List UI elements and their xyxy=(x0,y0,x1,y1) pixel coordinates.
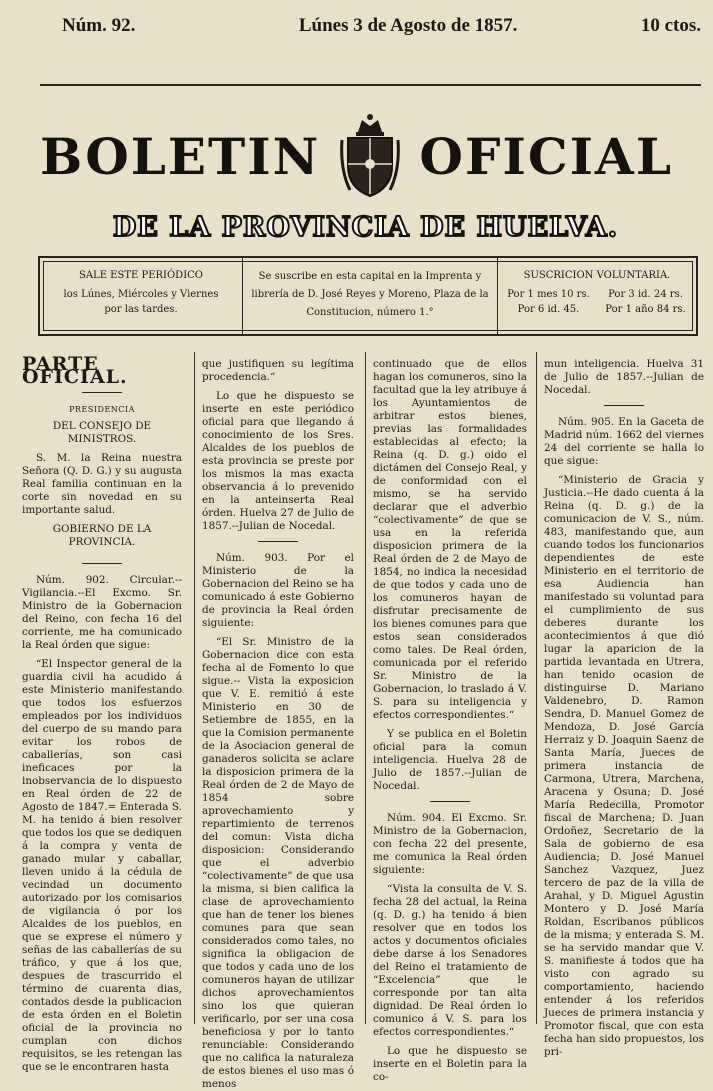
column-3 xyxy=(373,358,527,1083)
paragraph: “Ministerio de Gracia y Justicia.--He dado cuenta á la Reina (q. D. g.) de la comunicacion de V. S., núm. 483, manifestando que, aun cuando todos los funcionarios dependientes de este Ministerio en el territorio de esa Audiencia han manifestado su voluntad para el cumplimiento de sus deberes durante los acontecimientos á que dió lugar la aparicion de la partida levantada en Utrera, han tenido ocasion de distinguirse D. Mariano Valdenebro, D. Ramon Sendra, D. Manuel Gomez de Mendoza, D. José García Herraiz y D. Joaquin Saenz de Santa María, Jueces de primera instancia de Carmona, Utrera, Marchena, Aracena y Osuna; D. José María Redecilla, Promotor fiscal de Marchena; D. Juan Ordoñez, Secretario de la Sala de gobierno de esa Audiencia; D. José Manuel Sanchez Vazquez, Juez tercero de paz de la villa de Arahal, y D. Miguel Agustin Montero y D. José María Roldan, Escribanos públicos de la misma; y enterada S. M. se ha servido mandar que V. S. manifieste á todos que ha visto con agrado su comportamiento, haciendo entender á los referidos Jueces de primera instancia y Promotor fiscal, que con esta fecha han sido propuestos, los pri- xyxy=(544,474,704,1058)
schedule-days: los Lúnes, Miércoles y Viernes xyxy=(63,289,219,300)
schedule-title: SALE ESTE PERIÓDICO xyxy=(78,270,203,281)
issue-number: Núm. 92. xyxy=(62,15,136,36)
section-title: PARTE OFICIAL. xyxy=(22,353,128,388)
prices-title: SUSCRICION VOLUNTARIA. xyxy=(523,270,671,281)
issue-price: 10 ctos. xyxy=(640,15,701,36)
royal-crest-icon xyxy=(338,110,402,202)
paragraph: mun inteligencia. Huelva 31 de Julio de 1857.--Julian de Nocedal. xyxy=(544,358,704,396)
consejo-heading: DEL CONSEJO DE MINISTROS. xyxy=(52,420,152,445)
ornament-divider xyxy=(258,541,298,542)
column-divider xyxy=(536,352,537,1024)
ornament-divider xyxy=(82,392,122,393)
title-oficial: OFICIAL xyxy=(419,126,673,186)
price-6-months: Por 6 id. 45. xyxy=(517,304,580,315)
column-2 xyxy=(202,358,354,1090)
column-1 xyxy=(22,352,182,1073)
subtitle: DE LA PROVINCIA DE HUELVA. xyxy=(112,212,619,243)
presidencia-heading: PRESIDENCIA xyxy=(69,405,135,414)
publication-schedule xyxy=(40,258,242,334)
subscription-prices xyxy=(498,258,696,334)
price-3-months: Por 3 id. 24 rs. xyxy=(608,289,683,300)
ornament-divider xyxy=(82,563,122,564)
ornament-divider xyxy=(430,801,470,802)
column-4 xyxy=(544,358,704,1058)
paragraph: Lo que he dispuesto se inserte en este periódico oficial para que llegando á conocimiento de los Sres. Alcaldes de los pueblos de esta provincia se preste por los mismos la mas exacta observancia á lo prevenido en la anteinserta Real órden. Huelva 27 de Julio de 1857.--Julian de Nocedal. xyxy=(202,390,354,532)
paragraph: Núm. 904. El Excmo. Sr. Ministro de la Gobernacion, con fecha 22 del presente, me comunica la Real órden siguiente: xyxy=(373,812,527,876)
paragraph: Núm. 902. Circular.--Vigilancia.--El Excmo. Sr. Ministro de la Gobernacion del Reino, con fecha 16 del corriente, me ha comunicado la Real órden que sigue: xyxy=(22,574,182,651)
column-divider xyxy=(194,352,195,1024)
column-divider xyxy=(365,352,366,1024)
paragraph: Y se publica en el Boletin oficial para la comun inteligencia. Huelva 28 de Julio de 1857.--Julian de Nocedal. xyxy=(373,728,527,792)
issue-date: Lúnes 3 de Agosto de 1857. xyxy=(298,15,518,36)
masthead-line xyxy=(62,8,701,44)
price-1-year: Por 1 año 84 rs. xyxy=(605,304,686,315)
ornament-divider xyxy=(604,405,644,406)
gobierno-heading: GOBIERNO DE LA PROVINCIA. xyxy=(52,523,152,548)
paragraph: continuado que de ellos hagan los comuneros, sino la facultad que la ley atribuye á los Ayuntamientos de arbitrar estos bienes, previas las formalidades establecidas al efecto; la Reina (q. D. g.) oido el dictámen del Consejo Real, y de conformidad con el mismo, se ha servido declarar que el adverbio “colectivamente” de que se usa en la referida disposicion primera de la Real órden de 2 de Mayo de 1854, no indica la necesidad de que todos y cada uno de los comuneros hayan de disfrutar precisamente de los bienes comunes para que estos sean considerados como tales. De Real órden, comunicada por el referido Sr. Ministro de la Gobernacion, lo traslado á V. S. para su inteligencia y efectos correspondientes.“ xyxy=(373,358,527,721)
subscription-location xyxy=(242,258,498,334)
paragraph: “El Sr. Ministro de la Gobernacion dice con esta fecha al de Fomento lo que sigue.-- Vista la exposicion que V. E. remitió á este Ministerio en 30 de Setiembre de 1855, en la que la Comision permanente de la Asociacion general de ganaderos solicita se aclare la disposicion primera de la Real órden de 2 de Mayo de 1854 sobre aprovechamiento y repartimiento de terrenos del comun: Vista dicha disposicion: Considerando que el adverbio “colectivamente” de que usa la misma, si bien califica la clase de aprovechamiento que han de tener los bienes comunes para que sean considerados como tales, no significa la obligacion de que todos y cada uno de los comuneros hayan de utilizar dichos aprovechamientos sino los que quieran verificarlo, por ser una cosa beneficiosa y por lo tanto renunciable: Considerando que no califica la naturaleza de estos bienes el uso mas ó menos xyxy=(202,636,354,1090)
paragraph: S. M. la Reina nuestra Señora (Q. D. G.) y su augusta Real familia continuan en la corte sin novedad en su importante salud. xyxy=(22,452,182,516)
header-rule xyxy=(40,84,701,86)
info-box xyxy=(38,256,698,336)
paragraph: “El Inspector general de la guardia civil ha acudido á este Ministerio manifestando que todos los esfuerzos empleados por los individuos del cuerpo de su mando para evitar los robos de caballerías, son casi ineficaces por la inobservancia de lo dispuesto en Real órden de 22 de Agosto de 1847.= Enterada S. M. ha tenido á bien resolver que todos los que se dediquen á la compra y venta de ganado mular y caballar, lleven unido á la cédula de vecindad un documento autorizado por los comisarios de vigilancia ó por los Alcaldes de los pueblos, en que se exprese el número y señas de las caballerías de su tráfico, y que á los que, despues de trascurrido el término de cuarenta dias, contados desde la publicacion de esta órden en el Boletin oficial de la provincia no cumplan con dichos requisitos, se les retengan las que se le encontraren hasta xyxy=(22,658,182,1073)
subscription-text: Se suscribe en esta capital en la Imprenta y librería de D. José Reyes y Moreno, Plaza de la Constitucion, número 1.° xyxy=(251,271,489,318)
title-row xyxy=(40,108,673,204)
schedule-time: por las tardes. xyxy=(104,304,178,315)
paragraph: “Vista la consulta de V. S. fecha 28 del actual, la Reina (q. D. g.) ha tenido á bien resolver que en todos los actos y documentos oficiales debe darse á los Senadores del Reino el tratamiento de “Excelencia” que le corresponde por tan alta dignidad. De Real órden lo comunico á V. S. para los efectos correspondientes.“ xyxy=(373,883,527,1038)
paragraph: Núm. 905. En la Gaceta de Madrid núm. 1662 del viernes 24 del corriente se halla lo que sigue: xyxy=(544,416,704,467)
paragraph: Lo que he dispuesto se inserte en el Boletin para la co- xyxy=(373,1045,527,1083)
price-1-month: Por 1 mes 10 rs. xyxy=(507,289,590,300)
paragraph: que justifiquen su legítima procedencia.“ xyxy=(202,358,354,383)
paragraph: Núm. 903. Por el Ministerio de la Gobernacion del Reino se ha comunicado á este Gobierno de provincia la Real órden siguiente: xyxy=(202,552,354,629)
title-boletin: BOLETIN xyxy=(40,126,321,186)
